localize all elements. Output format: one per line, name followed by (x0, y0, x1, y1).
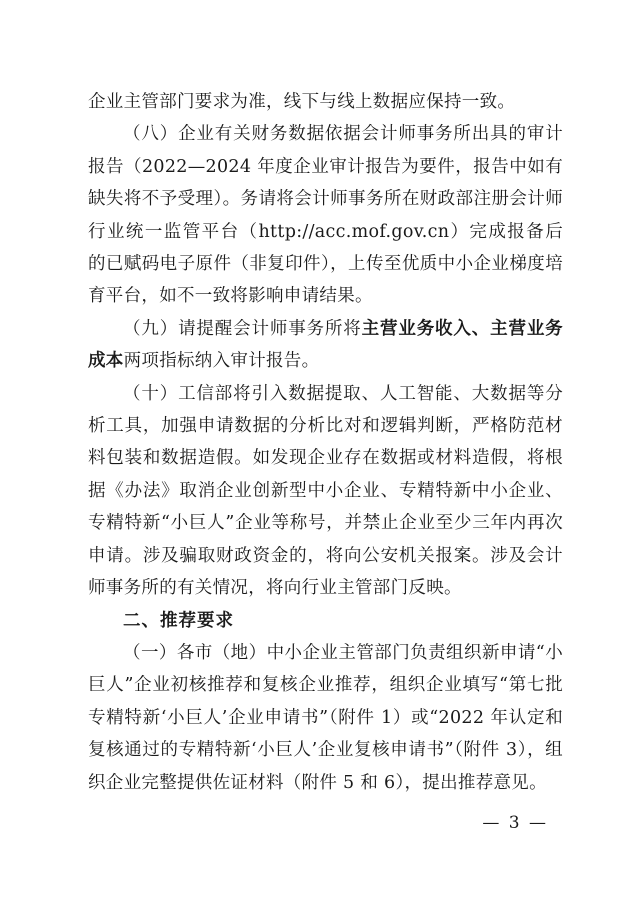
section-heading: 二、推荐要求 (123, 610, 234, 631)
paragraph-item-9-text: （九）请提醒会计师事务所将 (123, 318, 362, 339)
paragraph-item-9-tail: 两项指标纳入审计报告。 (123, 351, 320, 372)
paragraph-item-10: （十）工信部将引入数据提取、人工智能、大数据等分析工具，加强申请数据的分析比对和逻辑判断，严格防范材料包装和数据造假。如发现企业存在数据或材料造假，将根据《办法》取消企业创新型中小企业、专精特新中小企业、专精特新“小巨人”企业等称号，并禁止企业至少三年内再次申请。涉及骗取财政资金的，将向公安机关报案。涉及会计师事务所的有关情况，将向行业主管部门反映。 (88, 383, 563, 599)
document-body (88, 86, 563, 799)
paragraph-item-9 (88, 313, 563, 378)
paragraph-recommendation-1: （一）各市（地）中小企业主管部门负责组织新申请“小巨人”企业初核推荐和复核企业推荐，组织企业填写“第七批专精特新‘小巨人’企业申请书”（附件 1）或“2022 年认定和复核通过的专精特新‘小巨人’企业复核申请书”（附件 3），组织企业完整提供佐证材料（附件 5 和 6），提出推荐意见。 (88, 642, 563, 793)
paragraph-item-9-emphasis: 主营业务收入、主营业务成本 (88, 318, 563, 372)
paragraph-item-8: （八）企业有关财务数据依据会计师事务所出具的审计报告（2022—2024 年度企业审计报告为要件，报告中如有缺失将不予受理）。务请将会计师事务所在财政部注册会计师行业统一监管平台（http://acc.mof.gov.cn）完成报备后的已赋码电子原件（非复印件），上传至优质中小企业梯度培育平台，如不一致将影响申请结果。 (88, 124, 563, 307)
paragraph-continuation: 企业主管部门要求为准，线下与线上数据应保持一致。 (88, 92, 516, 112)
page-number: — 3 — (482, 813, 548, 833)
